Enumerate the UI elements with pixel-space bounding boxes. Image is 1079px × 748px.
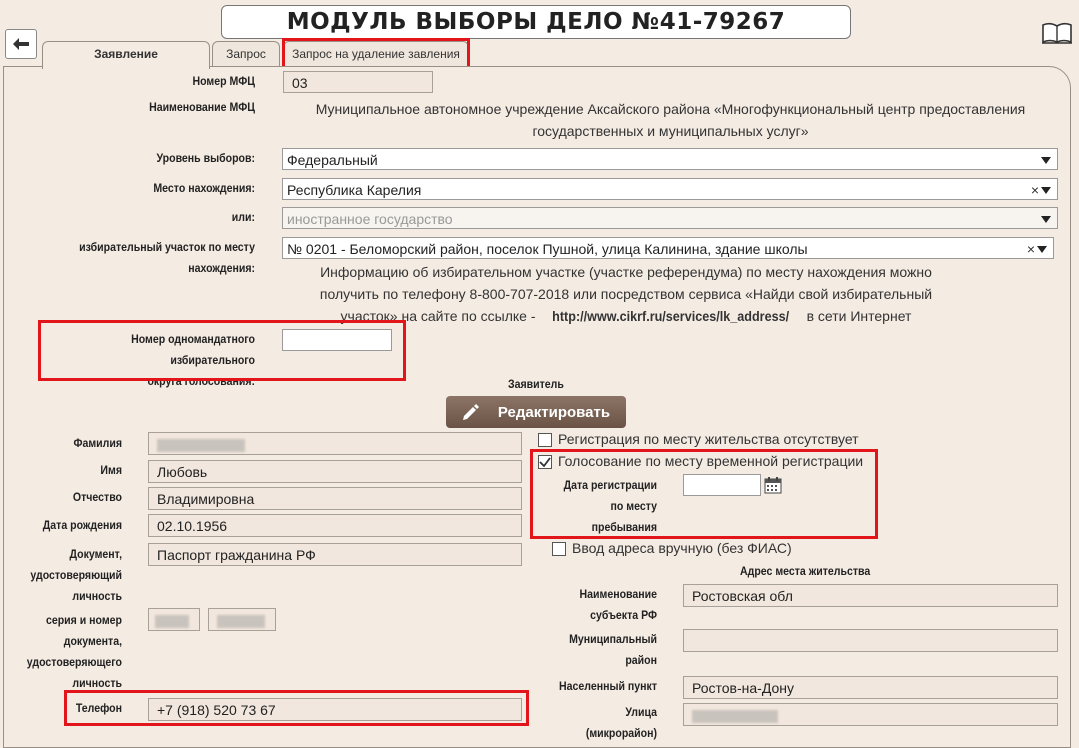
pencil-icon	[462, 403, 480, 421]
settlement-label: Населенный пункт	[559, 679, 657, 693]
subject-label: Наименование субъекта РФ	[579, 587, 657, 622]
municipal-district-field	[683, 629, 1058, 652]
phone-field: +7 (918) 520 73 67	[148, 698, 522, 721]
document-label: Документ, удостоверяющий личность	[30, 547, 122, 603]
book-icon[interactable]	[1041, 22, 1073, 44]
dob-label: Дата рождения	[42, 518, 123, 532]
series-number-label: серия и номер документа, удостоверяющего личность	[26, 613, 122, 690]
redacted-text	[692, 710, 778, 723]
or-label: или:	[231, 210, 255, 224]
precinct-info: Информацию об избирательном участке (участке референдума) по месту нахождения можно получить по телефону 8-800-707-2018 или посредством сервиса «Найди свой избирательный участок» на сайте по ссылке - http://www.cikrf.ru/services/lk_address/ в сети Интернет	[270, 261, 982, 327]
cikrf-link[interactable]: http://www.cikrf.ru/services/lk_address/	[552, 308, 790, 324]
registration-date-label: Дата регистрации по месту пребывания	[563, 478, 657, 534]
arrow-left-icon	[12, 37, 30, 51]
settlement-field: Ростов-на-Дону	[683, 676, 1058, 699]
back-button[interactable]	[5, 29, 37, 59]
highlight-box	[530, 449, 878, 539]
name-field: Любовь	[148, 460, 522, 483]
redacted-text	[217, 615, 265, 628]
mfc-number-label: Номер МФЦ	[192, 74, 255, 88]
redacted-text	[157, 439, 245, 452]
phone-label: Телефон	[75, 701, 122, 715]
page-title: МОДУЛЬ ВЫБОРЫ ДЕЛО №41-79267	[221, 5, 851, 39]
surname-field	[148, 432, 522, 455]
highlight-box	[64, 690, 529, 726]
mfc-name-label: Наименование МФЦ	[149, 100, 255, 114]
manual-address-label: Ввод адреса вручную (без ФИАС)	[572, 540, 792, 556]
street-label: Улица (микрорайон)	[585, 705, 657, 740]
no-residence-checkbox[interactable]	[538, 433, 552, 447]
tab-delete-request[interactable]: Запрос на удаление завления	[283, 41, 469, 68]
dob-field: 02.10.1956	[148, 514, 522, 537]
precinct-label: избирательный участок по месту нахождения:	[79, 240, 255, 275]
doc-number-field	[208, 608, 276, 631]
chevron-down-icon	[1041, 157, 1051, 164]
level-select[interactable]: Федеральный	[282, 148, 1058, 170]
highlight-box	[38, 320, 406, 381]
edit-button[interactable]: Редактировать	[446, 396, 626, 428]
district-label: Номер одномандатного избирательного округа голосования:	[131, 332, 255, 388]
mfc-number-field: 03	[283, 71, 433, 93]
chevron-down-icon	[1037, 246, 1047, 253]
redacted-text	[155, 615, 189, 628]
manual-address-checkbox[interactable]	[552, 542, 566, 556]
patronymic-label: Отчество	[72, 490, 122, 504]
precinct-select[interactable]: № 0201 - Беломорский район, поселок Пушной, улица Калинина, здание школы ×	[282, 237, 1054, 259]
surname-label: Фамилия	[73, 436, 122, 450]
no-residence-label: Регистрация по месту жительства отсутствует	[558, 431, 859, 447]
patronymic-field: Владимировна	[148, 487, 522, 510]
level-label: Уровень выборов:	[156, 151, 255, 165]
location-label: Место нахождения:	[153, 181, 255, 195]
mfc-name-value: Муниципальное автономное учреждение Аксайского района «Многофункциональный центр предоставления государственных и муниципальных услуг»	[315, 101, 1026, 139]
chevron-down-icon	[1041, 216, 1051, 223]
document-field: Паспорт гражданина РФ	[148, 543, 522, 566]
address-section-label: Адрес места жительства	[740, 564, 871, 578]
subject-field: Ростовская обл	[683, 584, 1058, 607]
clear-icon[interactable]: ×	[1026, 241, 1035, 257]
clear-icon[interactable]: ×	[1030, 182, 1039, 198]
chevron-down-icon	[1041, 187, 1051, 194]
municipal-district-label: Муниципальный район	[569, 632, 657, 667]
street-field	[683, 703, 1058, 726]
tab-application[interactable]: Заявление	[42, 41, 210, 69]
temp-registration-label: Голосование по месту временной регистрации	[558, 453, 864, 469]
doc-series-field	[148, 608, 200, 631]
foreign-country-select[interactable]: иностранное государство	[282, 207, 1058, 229]
location-select[interactable]: Республика Карелия ×	[282, 178, 1058, 200]
tab-request[interactable]: Запрос	[212, 41, 280, 68]
name-label: Имя	[100, 463, 122, 477]
applicant-section-label: Заявитель	[508, 377, 564, 391]
